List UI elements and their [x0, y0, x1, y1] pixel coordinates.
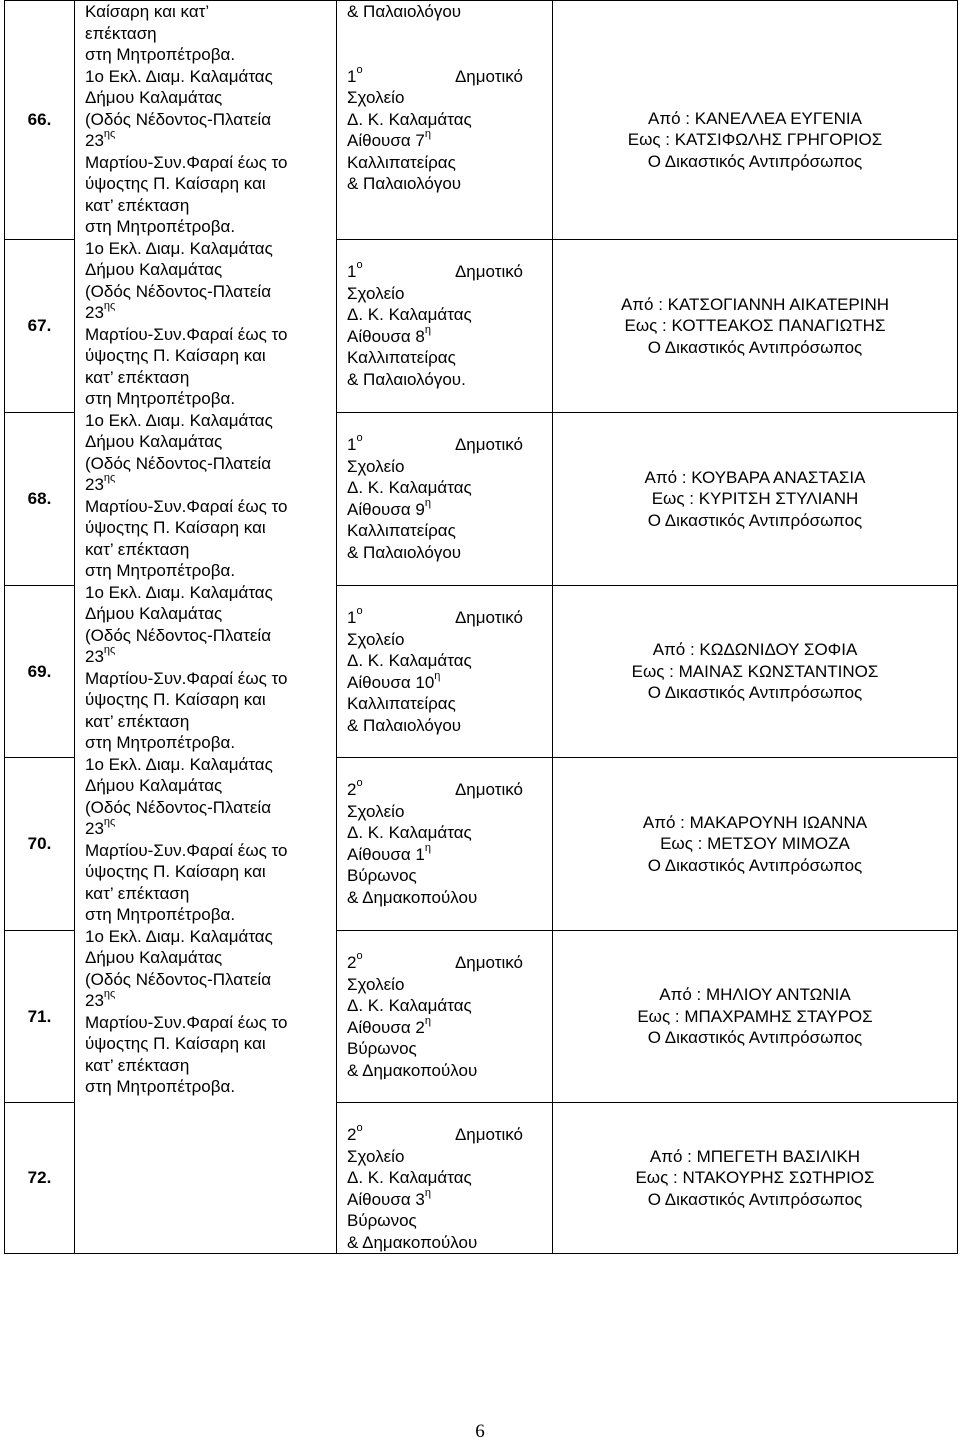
range-role: Ο Δικαστικός Αντιπρόσωπος: [647, 683, 863, 703]
address-line: κατ’ επέκταση: [85, 367, 190, 387]
address-line: (Οδός Νέδοντος-Πλατεία: [85, 969, 272, 989]
room-line: Σχολείο: [347, 88, 405, 107]
room-line: Αίθουσα $2^\eta$: [347, 1014, 431, 1037]
room-line: Βύρωνος: [347, 1211, 417, 1230]
school-heading: $1^o$ Δημοτικό: [347, 432, 523, 454]
row-number: 69.: [5, 586, 75, 758]
room-line: Καλλιπατείρας: [347, 348, 456, 367]
address-line: κατ’ επέκταση: [85, 539, 190, 559]
address-line: στη Μητροπέτροβα.: [85, 389, 236, 408]
room-line: Βύρωνος: [347, 1039, 417, 1058]
range-to: Εως : ΜΕΤΣΟΥ ΜΙΜΟΖΑ: [660, 834, 850, 854]
address-line: 1ο Εκλ. Διαμ. Καλαμάτας: [85, 410, 273, 430]
row-number: 67.: [5, 240, 75, 413]
range-to: Εως : ΝΤΑΚΟΥΡΗΣ ΣΩΤΗΡΙΟΣ: [635, 1168, 875, 1188]
room-line: & Παλαιολόγου: [347, 2, 462, 21]
address-line: στη Μητροπέτροβα.: [85, 733, 236, 752]
address-line: Μαρτίου-Συν.Φαραί έως το: [85, 668, 288, 688]
range-role: Ο Δικαστικός Αντιπρόσωπος: [647, 855, 863, 875]
address-line: (Οδός Νέδοντος-Πλατεία: [85, 625, 272, 645]
school-heading: $1^o$ Δημοτικό: [347, 605, 523, 627]
room-line: Δ. Κ. Καλαμάτας: [347, 478, 472, 497]
row-number: 72.: [5, 1103, 75, 1254]
room-line: Σχολείο: [347, 974, 405, 994]
address-line: $23^{\eta\varsigma}$: [85, 644, 116, 666]
address-line: Δήμου Καλαμάτας: [85, 776, 223, 795]
address-line: ύψοςτης Π. Καίσαρη και: [85, 690, 266, 709]
room-line: Αίθουσα $1^\eta$: [347, 841, 431, 864]
address-line: στη Μητροπέτροβα.: [85, 561, 236, 580]
room-line: Δ. Κ. Καλαμάτας: [347, 651, 472, 670]
voter-range: [553, 240, 958, 413]
address-line: $23^{\eta\varsigma}$: [85, 300, 116, 322]
polling-room: [337, 1103, 553, 1254]
address-line: κατ’ επέκταση: [85, 711, 190, 731]
voter-range: [553, 1, 958, 240]
range-to: Εως : ΜΠΑΧΡΑΜΗΣ ΣΤΑΥΡΟΣ: [637, 1006, 873, 1026]
address-line: Μαρτίου-Συν.Φαραί έως το: [85, 496, 288, 516]
address-line: Μαρτίου-Συν.Φαραί έως το: [85, 840, 288, 860]
range-role: Ο Δικαστικός Αντιπρόσωπος: [647, 1028, 863, 1048]
voter-range: [553, 1103, 958, 1254]
room-line: & Παλαιολόγου.: [347, 369, 466, 389]
polling-room: [337, 758, 553, 931]
range-to: Εως : ΚΟΤΤΕΑΚΟΣ ΠΑΝΑΓΙΩΤΗΣ: [624, 316, 886, 336]
range-role: Ο Δικαστικός Αντιπρόσωπος: [647, 337, 863, 357]
address-line: Μαρτίου-Συν.Φαραί έως το: [85, 1012, 288, 1032]
address-line: (Οδός Νέδοντος-Πλατεία: [85, 281, 272, 301]
room-line: & Παλαιολόγου: [347, 542, 462, 562]
address-line: ύψοςτης Π. Καίσαρη και: [85, 862, 266, 881]
address-line: $23^{\eta\varsigma}$: [85, 128, 116, 150]
room-line: Καλλιπατείρας: [347, 152, 456, 172]
address-line: 1ο Εκλ. Διαμ. Καλαμάτας: [85, 926, 273, 946]
room-line: Δ. Κ. Καλαμάτας: [347, 823, 472, 842]
room-line: Καλλιπατείρας: [347, 694, 456, 713]
room-line: Σχολείο: [347, 283, 405, 303]
address-line: Μαρτίου-Συν.Φαραί έως το: [85, 324, 288, 344]
address-line: κατ’ επέκταση: [85, 883, 190, 903]
address-line: Δήμου Καλαμάτας: [85, 948, 223, 967]
address-line: ύψοςτης Π. Καίσαρη και: [85, 518, 266, 537]
address-line: Μαρτίου-Συν.Φαραί έως το: [85, 152, 288, 172]
room-line: & Παλαιολόγου: [347, 174, 462, 193]
range-from: Από : ΚΟΥΒΑΡΑ ΑΝΑΣΤΑΣΙΑ: [644, 467, 866, 487]
voter-range: [553, 758, 958, 931]
room-line: Βύρωνος: [347, 866, 417, 885]
room-line: Σχολείο: [347, 1146, 405, 1166]
room-line: & Δημακοπούλου: [347, 887, 478, 907]
range-from: Από : ΚΑΝΕΛΛΕΑ ΕΥΓΕΝΙΑ: [648, 108, 862, 128]
row-number: 66.: [5, 1, 75, 240]
address-line: (Οδός Νέδοντος-Πλατεία: [85, 109, 272, 129]
voter-range: [553, 931, 958, 1103]
address-line: στη Μητροπέτροβα.: [85, 217, 236, 236]
range-to: Εως : ΚΥΡΙΤΣΗ ΣΤΥΛΙΑΝΗ: [651, 489, 859, 509]
address-line: στη Μητροπέτροβα.: [85, 1077, 236, 1096]
room-line: Καλλιπατείρας: [347, 521, 456, 540]
address-line: Δήμου Καλαμάτας: [85, 432, 223, 451]
school-heading: $2^o$ Δημοτικό: [347, 1122, 523, 1144]
polling-room: [337, 240, 553, 413]
polling-room: [337, 931, 553, 1103]
address-line: Δήμου Καλαμάτας: [85, 88, 223, 107]
address-line: 1ο Εκλ. Διαμ. Καλαμάτας: [85, 238, 273, 258]
page-number: 6: [475, 1421, 485, 1442]
range-to: Εως : ΜΑΙΝΑΣ ΚΩΝΣΤΑΝΤΙΝΟΣ: [631, 661, 879, 681]
address-line: $23^{\eta\varsigma}$: [85, 988, 116, 1010]
range-role: Ο Δικαστικός Αντιπρόσωπος: [647, 151, 863, 171]
school-heading: $2^o$ Δημοτικό: [347, 950, 523, 972]
room-line: & Δημακοπούλου: [347, 1060, 478, 1080]
address-line: στη Μητροπέτροβα.: [85, 905, 236, 924]
room-line: Αίθουσα $10^\eta$: [347, 669, 441, 692]
room-line: & Δημακοπούλου: [347, 1232, 478, 1252]
address-line: $23^{\eta\varsigma}$: [85, 472, 116, 494]
range-from: Από : ΚΩΔΩΝΙΔΟΥ ΣΟΦΙΑ: [652, 640, 858, 660]
room-line: Αίθουσα $7^\eta$: [347, 128, 431, 150]
address-line: Δήμου Καλαμάτας: [85, 260, 223, 279]
range-role: Ο Δικαστικός Αντιπρόσωπος: [647, 1189, 863, 1209]
school-heading: $1^o$ Δημοτικό: [347, 63, 523, 86]
address-line: στη Μητροπέτροβα.: [85, 45, 236, 64]
table-row: [5, 1, 958, 240]
room-line: Δ. Κ. Καλαμάτας: [347, 305, 472, 324]
polling-room: [337, 586, 553, 758]
school-heading: $2^o$ Δημοτικό: [347, 777, 523, 799]
row-number: 71.: [5, 931, 75, 1103]
room-line: Σχολείο: [347, 801, 405, 821]
address-line: κατ’ επέκταση: [85, 1055, 190, 1075]
address-line: $23^{\eta\varsigma}$: [85, 816, 116, 838]
address-column: [75, 1, 337, 1254]
row-number: 68.: [5, 413, 75, 586]
polling-stations-table: [4, 0, 958, 1254]
range-from: Από : ΜΗΛΙΟΥ ΑΝΤΩΝΙΑ: [659, 985, 851, 1005]
range-from: Από : ΜΑΚΑΡΟΥΝΗ ΙΩΑΝΝΑ: [642, 812, 868, 832]
address-line: ύψοςτης Π. Καίσαρη και: [85, 346, 266, 365]
address-line: Καίσαρη και κατ’: [85, 2, 210, 21]
room-line: Αίθουσα $8^\eta$: [347, 323, 431, 346]
voter-range: [553, 586, 958, 758]
address-line: 1ο Εκλ. Διαμ. Καλαμάτας: [85, 754, 273, 774]
voter-range: [553, 413, 958, 586]
room-line: Σχολείο: [347, 629, 405, 649]
address-line: 1ο Εκλ. Διαμ. Καλαμάτας: [85, 582, 273, 602]
address-line: ύψοςτης Π. Καίσαρη και: [85, 174, 266, 193]
room-line: Σχολείο: [347, 456, 405, 476]
address-line: κατ’ επέκταση: [85, 195, 190, 215]
room-line: Αίθουσα $9^\eta$: [347, 496, 431, 519]
address-line: επέκταση: [85, 23, 157, 43]
polling-room: [337, 413, 553, 586]
address-line: (Οδός Νέδοντος-Πλατεία: [85, 797, 272, 817]
address-line: ύψοςτης Π. Καίσαρη και: [85, 1034, 266, 1053]
room-line: Δ. Κ. Καλαμάτας: [347, 1168, 472, 1187]
address-line: 1ο Εκλ. Διαμ. Καλαμάτας: [85, 66, 273, 86]
row-number: 70.: [5, 758, 75, 931]
range-role: Ο Δικαστικός Αντιπρόσωπος: [647, 510, 863, 530]
range-to: Εως : ΚΑΤΣΙΦΩΛΗΣ ΓΡΗΓΟΡΙΟΣ: [627, 130, 883, 150]
room-line: Δ. Κ. Καλαμάτας: [347, 996, 472, 1015]
address-line: (Οδός Νέδοντος-Πλατεία: [85, 453, 272, 473]
room-line: & Παλαιολόγου: [347, 715, 462, 735]
school-heading: $1^o$ Δημοτικό: [347, 259, 523, 281]
polling-room: [337, 1, 553, 240]
range-from: Από : ΜΠΕΓΕΤΗ ΒΑΣΙΛΙΚΗ: [649, 1146, 861, 1166]
address-line: Δήμου Καλαμάτας: [85, 604, 223, 623]
range-from: Από : ΚΑΤΣΟΓΙΑΝΝΗ ΑΙΚΑΤΕΡΙΝΗ: [620, 294, 890, 314]
room-line: Αίθουσα $3^\eta$: [347, 1186, 431, 1209]
room-line: Δ. Κ. Καλαμάτας: [347, 109, 472, 129]
